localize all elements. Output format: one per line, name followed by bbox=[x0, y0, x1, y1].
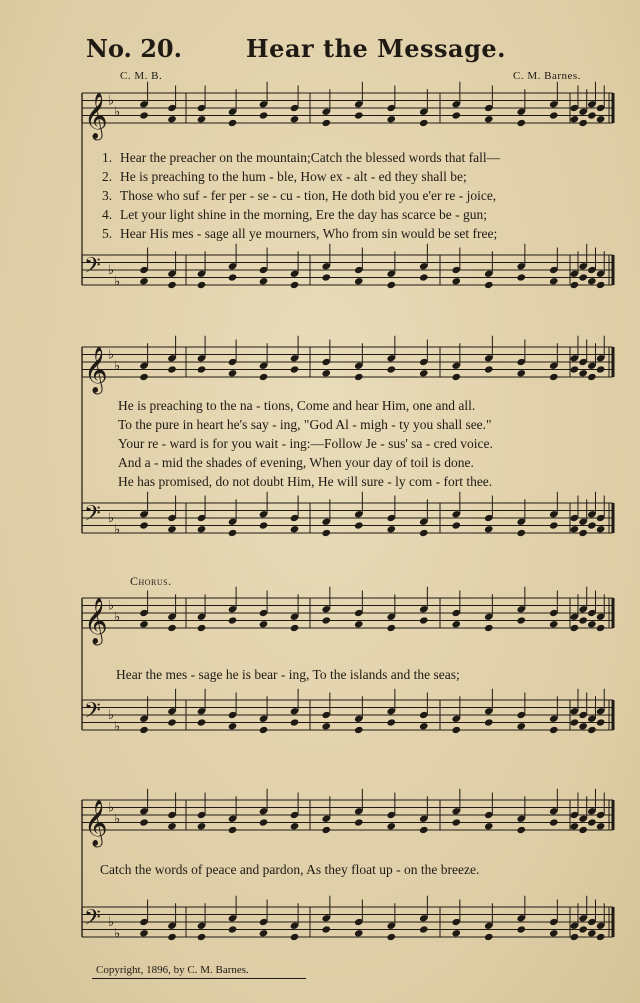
notehead bbox=[386, 365, 396, 373]
notehead bbox=[484, 624, 494, 632]
notehead bbox=[587, 929, 597, 937]
bass-clef: 𝄢 bbox=[84, 905, 101, 936]
notehead bbox=[516, 369, 526, 377]
notehead bbox=[587, 277, 597, 285]
notehead bbox=[139, 111, 149, 119]
verse-line bbox=[102, 224, 500, 243]
flat-sign: ♭ bbox=[114, 104, 121, 120]
notehead bbox=[290, 933, 300, 941]
notehead bbox=[451, 277, 461, 285]
notehead bbox=[197, 933, 207, 941]
notehead bbox=[549, 111, 559, 119]
notehead bbox=[587, 620, 597, 628]
verse-text: And a - mid the shades of evening, When your day of toil is done. bbox=[118, 455, 474, 470]
notehead bbox=[419, 722, 429, 730]
verse-text: He is preaching to the hum - ble, How ex - alt - ed they shall be; bbox=[120, 169, 467, 184]
bass-clef: 𝄢 bbox=[84, 698, 101, 729]
verse-text: Let your light shine in the morning, Ere the day has scarce be - gun; bbox=[120, 207, 488, 222]
chorus-label: Chorus. bbox=[130, 574, 172, 588]
notehead bbox=[578, 273, 588, 281]
notehead bbox=[596, 281, 606, 289]
notehead bbox=[596, 365, 606, 373]
words-credit: C. M. B. bbox=[120, 70, 163, 82]
verse-number: 1. bbox=[102, 150, 113, 165]
copyright-notice: Copyright, 1896, by C. M. Barnes. bbox=[96, 964, 249, 976]
notehead bbox=[596, 718, 606, 726]
notehead bbox=[197, 365, 207, 373]
notehead bbox=[570, 365, 580, 373]
notehead bbox=[570, 718, 580, 726]
verse-text: He has promised, do not doubt Him, He will sure - ly com - fort thee. bbox=[118, 474, 493, 489]
notehead bbox=[167, 822, 177, 830]
notehead bbox=[596, 933, 606, 941]
notehead bbox=[354, 818, 364, 826]
notehead bbox=[484, 933, 494, 941]
notehead bbox=[484, 822, 494, 830]
notehead bbox=[516, 616, 526, 624]
notehead bbox=[451, 818, 461, 826]
notehead bbox=[516, 119, 526, 127]
notehead bbox=[259, 277, 269, 285]
notehead bbox=[386, 624, 396, 632]
notehead bbox=[570, 933, 580, 941]
notehead bbox=[386, 718, 396, 726]
notehead bbox=[386, 933, 396, 941]
verse-line bbox=[102, 186, 500, 205]
flat-sign: ♭ bbox=[108, 915, 115, 930]
notehead bbox=[290, 822, 300, 830]
notehead bbox=[451, 620, 461, 628]
notehead bbox=[451, 929, 461, 937]
flat-sign: ♭ bbox=[114, 609, 121, 625]
notehead bbox=[354, 373, 364, 381]
notehead bbox=[419, 369, 429, 377]
chorus-lyric-2: Catch the words of peace and pardon, As they float up - on the breeze. bbox=[100, 862, 480, 877]
verse-text: Hear His mes - sage all ye mourners, Who from sin would be set free; bbox=[120, 226, 498, 241]
verse-number: 5. bbox=[102, 226, 113, 241]
notehead bbox=[578, 529, 588, 537]
notehead bbox=[587, 373, 597, 381]
notehead bbox=[451, 521, 461, 529]
notehead bbox=[139, 373, 149, 381]
notehead bbox=[321, 529, 331, 537]
notehead bbox=[259, 111, 269, 119]
notehead bbox=[259, 818, 269, 826]
treble-clef: 𝄞 bbox=[84, 347, 108, 393]
notehead bbox=[419, 826, 429, 834]
notehead bbox=[484, 281, 494, 289]
copyright-rule bbox=[92, 978, 306, 979]
notehead bbox=[386, 822, 396, 830]
verse-line bbox=[102, 167, 500, 186]
notehead bbox=[321, 925, 331, 933]
notehead bbox=[197, 281, 207, 289]
notehead bbox=[197, 525, 207, 533]
notehead bbox=[587, 818, 597, 826]
notehead bbox=[354, 111, 364, 119]
notehead bbox=[386, 281, 396, 289]
flat-sign: ♭ bbox=[108, 263, 115, 278]
notehead bbox=[570, 281, 580, 289]
notehead bbox=[419, 119, 429, 127]
hymn-title: Hear the Message. bbox=[246, 34, 506, 63]
notehead bbox=[167, 525, 177, 533]
notehead bbox=[139, 726, 149, 734]
notehead bbox=[167, 624, 177, 632]
notehead bbox=[549, 818, 559, 826]
notehead bbox=[228, 826, 238, 834]
notehead bbox=[419, 616, 429, 624]
notehead bbox=[578, 119, 588, 127]
notehead bbox=[354, 929, 364, 937]
notehead bbox=[167, 718, 177, 726]
notehead bbox=[354, 277, 364, 285]
notehead bbox=[570, 822, 580, 830]
flat-sign: ♭ bbox=[108, 708, 115, 723]
notehead bbox=[451, 726, 461, 734]
notehead bbox=[578, 722, 588, 730]
flat-sign: ♭ bbox=[108, 598, 115, 614]
notehead bbox=[321, 273, 331, 281]
notehead bbox=[451, 373, 461, 381]
verse-text: Your re - ward is for you wait - ing:—Follow Je - sus' sa - cred voice. bbox=[118, 436, 493, 451]
notehead bbox=[197, 115, 207, 123]
notehead bbox=[484, 365, 494, 373]
notehead bbox=[484, 115, 494, 123]
notehead bbox=[167, 365, 177, 373]
notehead bbox=[549, 929, 559, 937]
verse-text: He is preaching to the na - tions, Come and hear Him, one and all. bbox=[118, 398, 476, 413]
notehead bbox=[228, 273, 238, 281]
notehead bbox=[570, 624, 580, 632]
notehead bbox=[321, 826, 331, 834]
verse-number: 4. bbox=[102, 207, 113, 222]
notehead bbox=[354, 521, 364, 529]
notehead bbox=[321, 369, 331, 377]
notehead bbox=[578, 826, 588, 834]
verse-number: 2. bbox=[102, 169, 113, 184]
verse-number: 3. bbox=[102, 188, 113, 203]
notehead bbox=[167, 281, 177, 289]
flat-sign: ♭ bbox=[108, 347, 115, 363]
notehead bbox=[167, 115, 177, 123]
flat-sign: ♭ bbox=[114, 522, 121, 538]
notehead bbox=[228, 616, 238, 624]
flat-sign: ♭ bbox=[114, 274, 121, 290]
notehead bbox=[587, 111, 597, 119]
notehead bbox=[139, 521, 149, 529]
flat-sign: ♭ bbox=[108, 93, 115, 109]
notehead bbox=[570, 525, 580, 533]
notehead bbox=[321, 616, 331, 624]
notehead bbox=[386, 525, 396, 533]
notehead bbox=[419, 925, 429, 933]
notehead bbox=[354, 620, 364, 628]
music-credit: C. M. Barnes. bbox=[513, 70, 581, 82]
notehead bbox=[549, 277, 559, 285]
hymn-number: No. 20. bbox=[86, 34, 182, 63]
notehead bbox=[516, 529, 526, 537]
notehead bbox=[516, 925, 526, 933]
notehead bbox=[484, 525, 494, 533]
notehead bbox=[197, 624, 207, 632]
notehead bbox=[578, 616, 588, 624]
notehead bbox=[228, 119, 238, 127]
bass-clef: 𝄢 bbox=[84, 501, 101, 532]
notehead bbox=[596, 822, 606, 830]
verse-line bbox=[102, 205, 500, 224]
notehead bbox=[549, 620, 559, 628]
notehead bbox=[587, 521, 597, 529]
flat-sign: ♭ bbox=[108, 800, 115, 816]
notehead bbox=[549, 726, 559, 734]
notehead bbox=[167, 933, 177, 941]
notehead bbox=[549, 373, 559, 381]
notehead bbox=[290, 115, 300, 123]
notehead bbox=[321, 119, 331, 127]
chorus-lyric-1: Hear the mes - sage he is bear - ing, To the islands and the seas; bbox=[116, 667, 460, 682]
notehead bbox=[419, 529, 429, 537]
verse-block-1 bbox=[102, 148, 500, 243]
verse-text: To the pure in heart he's say - ing, "God Al - migh - ty you shall see." bbox=[118, 417, 492, 432]
treble-clef: 𝄞 bbox=[84, 93, 108, 139]
notehead bbox=[228, 369, 238, 377]
notehead bbox=[419, 273, 429, 281]
notehead bbox=[578, 369, 588, 377]
notehead bbox=[139, 620, 149, 628]
treble-clef: 𝄞 bbox=[84, 800, 108, 846]
notehead bbox=[516, 722, 526, 730]
notehead bbox=[139, 277, 149, 285]
notehead bbox=[451, 111, 461, 119]
notehead bbox=[290, 281, 300, 289]
notehead bbox=[228, 722, 238, 730]
notehead bbox=[321, 722, 331, 730]
bass-clef: 𝄢 bbox=[84, 253, 101, 284]
flat-sign: ♭ bbox=[114, 358, 121, 374]
verse-text: Those who suf - fer per - se - cu - tion, He doth bid you e'er re - joice, bbox=[120, 188, 497, 203]
notehead bbox=[259, 521, 269, 529]
notehead bbox=[228, 529, 238, 537]
notehead bbox=[290, 365, 300, 373]
flat-sign: ♭ bbox=[114, 811, 121, 827]
verse-text: Hear the preacher on the mountain;Catch the blessed words that fall— bbox=[120, 150, 501, 165]
notehead bbox=[228, 925, 238, 933]
notehead bbox=[259, 929, 269, 937]
verse-block-2 bbox=[118, 396, 493, 491]
notehead bbox=[290, 718, 300, 726]
notehead bbox=[484, 718, 494, 726]
notehead bbox=[259, 373, 269, 381]
flat-sign: ♭ bbox=[114, 926, 121, 942]
notehead bbox=[259, 620, 269, 628]
notehead bbox=[139, 929, 149, 937]
notehead bbox=[570, 115, 580, 123]
notehead bbox=[516, 273, 526, 281]
notehead bbox=[587, 726, 597, 734]
notehead bbox=[386, 115, 396, 123]
notehead bbox=[197, 822, 207, 830]
notehead bbox=[578, 925, 588, 933]
notehead bbox=[516, 826, 526, 834]
verse-line bbox=[102, 148, 500, 167]
notehead bbox=[290, 624, 300, 632]
notehead bbox=[549, 521, 559, 529]
notehead bbox=[290, 525, 300, 533]
treble-clef: 𝄞 bbox=[84, 598, 108, 644]
notehead bbox=[197, 718, 207, 726]
notehead bbox=[139, 818, 149, 826]
notehead bbox=[354, 726, 364, 734]
notehead bbox=[596, 624, 606, 632]
notehead bbox=[259, 726, 269, 734]
flat-sign: ♭ bbox=[114, 719, 121, 735]
notehead bbox=[596, 525, 606, 533]
flat-sign: ♭ bbox=[108, 511, 115, 526]
notehead bbox=[596, 115, 606, 123]
